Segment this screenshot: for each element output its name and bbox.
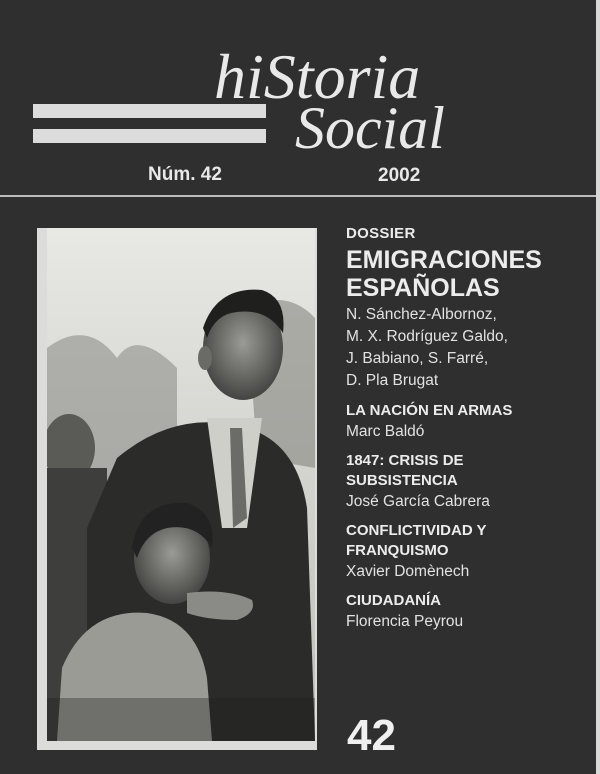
issue-label: Núm. 42	[148, 164, 222, 185]
article-entry	[346, 521, 586, 582]
article-entry	[346, 451, 586, 512]
article-title: SUBSISTENCIA	[346, 472, 458, 489]
cover-photo-illustration	[47, 228, 315, 741]
masthead	[0, 0, 600, 200]
article-author: Xavier Domènech	[346, 563, 470, 580]
issue-number-large: 42	[347, 711, 396, 760]
dossier-title-line: ESPAÑOLAS	[346, 274, 500, 302]
article-author: Florencia Peyrou	[346, 613, 464, 630]
article-entry	[346, 401, 586, 442]
dossier-author: M. X. Rodríguez Galdo,	[346, 328, 508, 345]
masthead-title-line1: hiStoria	[214, 41, 421, 112]
masthead-title-line2: Social	[295, 95, 445, 160]
article-author: José García Cabrera	[346, 493, 490, 510]
article-entry	[346, 591, 586, 632]
dossier-title	[346, 246, 586, 302]
header-divider	[0, 195, 600, 197]
article-title: CONFLICTIVIDAD Y	[346, 522, 487, 539]
issue-year: 2002	[378, 165, 421, 186]
dossier-kicker: DOSSIER	[346, 225, 416, 242]
cover-photo-frame	[37, 228, 317, 750]
dossier-author: N. Sánchez-Albornoz,	[346, 306, 497, 323]
article-title: CIUDADANÍA	[346, 592, 441, 609]
table-of-contents	[346, 224, 586, 632]
dossier-title-line: EMIGRACIONES	[346, 246, 542, 274]
masthead-title	[200, 10, 570, 160]
dossier-author: J. Babiano, S. Farré,	[346, 350, 489, 367]
article-title: LA NACIÓN EN ARMAS	[346, 402, 513, 419]
cover-photo	[47, 228, 315, 741]
dossier-author: D. Pla Brugat	[346, 372, 439, 389]
article-title: FRANQUISMO	[346, 542, 449, 559]
article-title: 1847: CRISIS DE	[346, 452, 464, 469]
article-author: Marc Baldó	[346, 423, 425, 440]
